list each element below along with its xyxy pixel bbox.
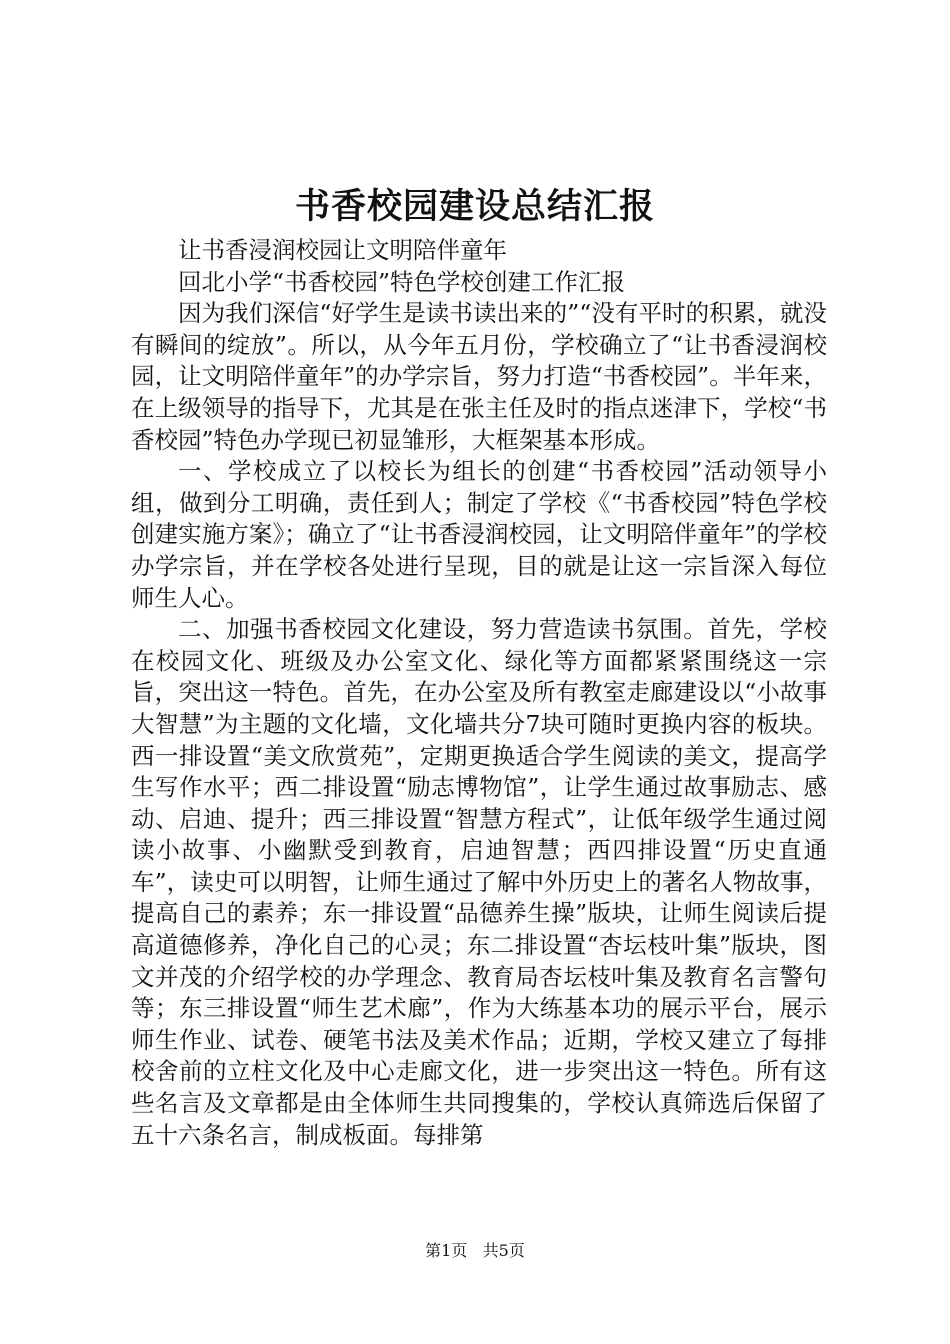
- paragraph-section-two: 二、加强书香校园文化建设，努力营造读书氛围。首先，学校在校园文化、班级及办公室文化、绿化等方面都紧紧围绕这一宗旨，突出这一特色。首先，在办公室及所有教室走廊建设以“小故事大智慧”为主题的文化墙，文化墙共分7块可随时更换内容的板块。西一排设置“美文欣赏苑”，定期更换适合学生阅读的美文，提高学生写作水平；西二排设置“励志博物馆”，让学生通过故事励志、感动、启迪、提升；西三排设置“智慧方程式”，让低年级学生通过阅读小故事、小幽默受到教育，启迪智慧；西四排设置“历史直通车”，读史可以明智，让师生通过了解中外历史上的著名人物故事，提高自己的素养；东一排设置“品德养生操”版块，让师生阅读后提高道德修养，净化自己的心灵；东二排设置“杏坛枝叶集”版块，图文并茂的介绍学校的办学理念、教育局杏坛枝叶集及教育名言警句等；东三排设置“师生艺术廊”，作为大练基本功的展示平台，展示师生作业、试卷、硬笔书法及美术作品；近期，学校又建立了每排校舍前的立柱文化及中心走廊文化，进一步突出这一特色。所有这些名言及文章都是由全体师生共同搜集的，学校认真筛选后保留了五十六条名言，制成板面。每排第: [131, 615, 827, 1149]
- paragraph-intro: 因为我们深信“好学生是读书读出来的”“没有平时的积累，就没有瞬间的绽放”。所以，从今年五月份，学校确立了“让书香浸润校园，让文明陪伴童年”的办学宗旨，努力打造“书香校园”。半年来，在上级领导的指导下，尤其是在张主任及时的指点迷津下，学校“书香校园”特色办学现已初显雏形，大框架基本形成。: [131, 299, 827, 454]
- document-body: [131, 235, 827, 1151]
- page-footer: [0, 1240, 950, 1262]
- page-spacer: [472, 1240, 477, 1262]
- paragraph-slogan: 让书香浸润校园让文明陪伴童年: [178, 236, 507, 264]
- page-number: 第1页: [425, 1241, 468, 1260]
- paragraph-subtitle: 回北小学“书香校园”特色学校创建工作汇报: [178, 267, 626, 296]
- document-title: 书香校园建设总结汇报: [294, 186, 655, 227]
- page-total: 共5页: [482, 1241, 525, 1260]
- paragraph-section-one: 一、学校成立了以校长为组长的创建“书香校园”活动领导小组，做到分工明确，责任到人；制定了学校《“书香校园”特色学校创建实施方案》；确立了“让书香浸润校园，让文明陪伴童年”的学校办学宗旨，并在学校各处进行呈现，目的就是让这一宗旨深入每位师生人心。: [131, 457, 827, 612]
